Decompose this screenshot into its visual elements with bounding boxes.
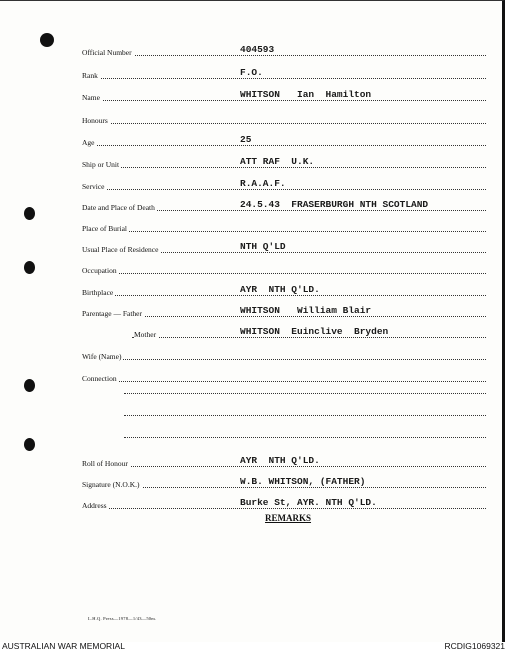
field-label: Parentage — Father — [82, 309, 142, 318]
field-value: WHITSON Euinclive Bryden — [240, 326, 389, 337]
field-usual-residence — [82, 240, 486, 254]
field-value: AYR NTH Q'LD. — [240, 455, 320, 466]
archive-credit: AUSTRALIAN WAR MEMORIAL — [2, 641, 125, 651]
field-label: Service — [82, 182, 105, 191]
field-value: WHITSON Ian Hamilton — [240, 89, 372, 100]
field-value: 24.5.43 FRASERBURGH NTH SCOTLAND — [240, 199, 429, 210]
field-place-of-burial — [82, 219, 486, 233]
field-value: F.O. — [240, 67, 263, 78]
field-label: Connection — [82, 374, 117, 383]
field-label: Roll of Honour — [82, 459, 128, 468]
field-label: Mother — [134, 330, 157, 339]
field-label: Address — [82, 501, 107, 510]
field-value: R.A.A.F. — [240, 178, 286, 189]
field-official-number — [82, 43, 486, 57]
field-label: Name — [82, 93, 100, 102]
field-label: Rank — [82, 71, 98, 80]
field-label: Honours — [82, 116, 108, 125]
field-date-place-of-death — [82, 198, 486, 212]
field-label: Age — [82, 138, 95, 147]
field-value: WHITSON William Blair — [240, 305, 372, 316]
field-value: Burke St, AYR. NTH Q'LD. — [240, 497, 377, 508]
field-service — [82, 177, 486, 191]
record-id: RCDIG1069321 — [444, 641, 505, 651]
field-value: W.B. WHITSON, (FATHER) — [240, 476, 366, 487]
field-rank — [82, 66, 486, 80]
field-label: Official Number — [82, 48, 132, 57]
field-ship-or-unit — [82, 155, 486, 169]
field-occupation — [82, 261, 486, 275]
connection-line — [124, 437, 486, 438]
field-value: NTH Q'LD — [240, 241, 286, 252]
field-label: Usual Place of Residence — [82, 245, 159, 254]
binder-hole — [24, 261, 35, 274]
field-name — [82, 88, 486, 102]
field-label: Signature (N.O.K.) — [82, 480, 140, 489]
field-father — [82, 304, 486, 318]
connection-line — [124, 415, 486, 416]
field-birthplace — [82, 283, 486, 297]
field-label: Occupation — [82, 266, 117, 275]
field-label: Birthplace — [82, 288, 114, 297]
field-roll-of-honour — [82, 454, 486, 468]
field-wife — [82, 347, 486, 361]
field-label: Date and Place of Death — [82, 203, 155, 212]
field-label: Wife (Name) — [82, 352, 122, 361]
binder-hole — [24, 379, 35, 392]
field-value: 25 — [240, 134, 252, 145]
field-honours — [82, 111, 486, 125]
field-label: Place of Burial — [82, 224, 127, 233]
field-signature-nok — [82, 475, 486, 489]
field-value: 404593 — [240, 44, 275, 55]
field-value: AYR NTH Q'LD. — [240, 284, 320, 295]
connection-line — [124, 393, 486, 394]
field-address — [82, 496, 486, 510]
binder-hole — [24, 438, 35, 451]
field-value: ATT RAF U.K. — [240, 156, 315, 167]
punch-hole — [40, 33, 54, 47]
binder-hole — [24, 207, 35, 220]
field-age — [82, 133, 486, 147]
field-label: Ship or Unit — [82, 160, 120, 169]
field-connection — [82, 369, 486, 383]
field-mother — [82, 325, 486, 339]
printer-imprint: L.H.Q. Press—1978—1/43—50m. — [88, 616, 157, 621]
remarks-heading: REMARKS — [265, 513, 312, 523]
